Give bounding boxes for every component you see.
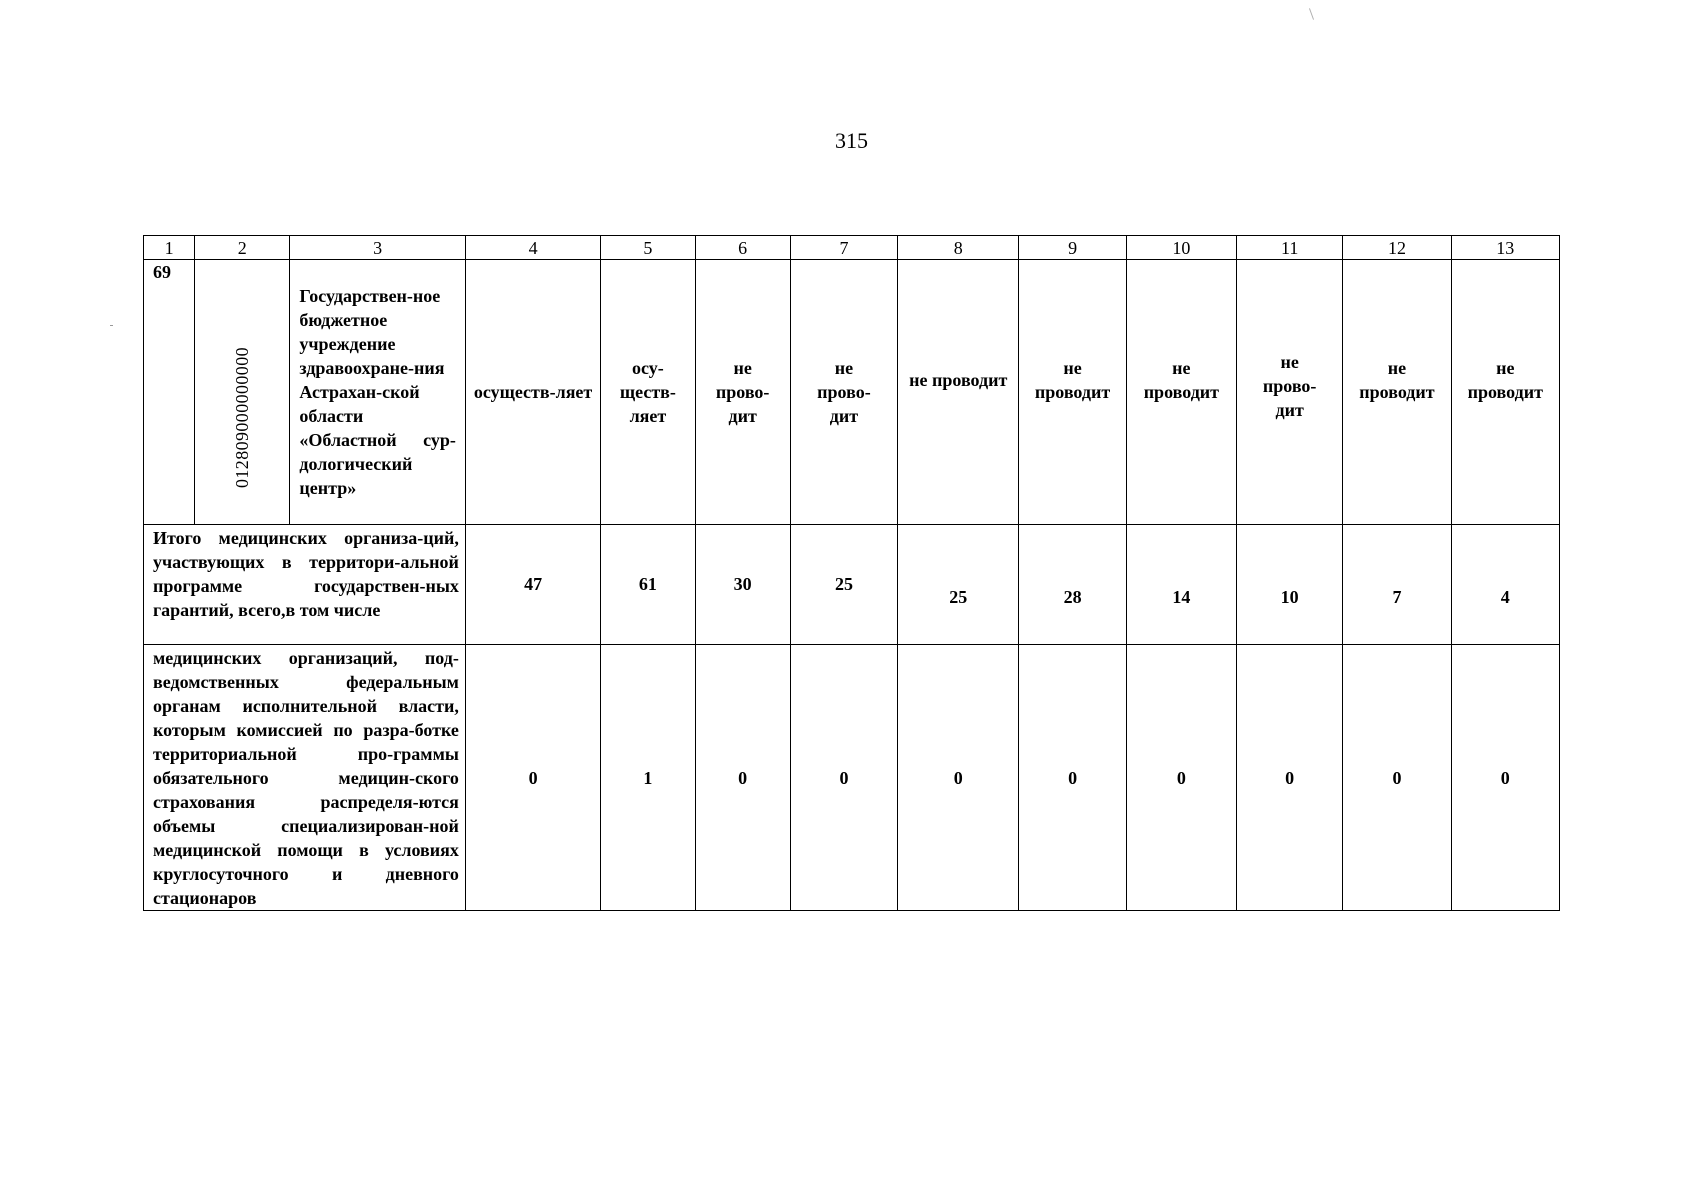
federal-value: 0 [1451, 645, 1559, 911]
federal-value: 0 [695, 645, 790, 911]
federal-value: 0 [1126, 645, 1236, 911]
status-cell: не проводит [1126, 260, 1236, 525]
column-header: 8 [898, 236, 1019, 260]
total-value: 14 [1126, 525, 1236, 645]
status-cell: не проводит [898, 260, 1019, 525]
federal-value: 0 [790, 645, 897, 911]
column-header: 1 [144, 236, 195, 260]
table-row-org [144, 260, 1560, 525]
column-header: 2 [195, 236, 290, 260]
page-number: 315 [835, 128, 868, 153]
scan-dot [110, 325, 113, 326]
status-cell: осуществ-ляет [465, 260, 600, 525]
org-code-cell [195, 260, 290, 525]
status-cell: не прово-дит [790, 260, 897, 525]
column-header: 13 [1451, 236, 1559, 260]
status-cell: не проводит [1451, 260, 1559, 525]
data-table [143, 235, 1560, 911]
table-row-total [144, 525, 1560, 645]
status-cell: не проводит [1343, 260, 1451, 525]
federal-value: 0 [1019, 645, 1126, 911]
total-value: 30 [695, 525, 790, 645]
column-header: 7 [790, 236, 897, 260]
federal-label: медицинских организаций, под-ведомственных федеральным органам исполнительной власти, которым комиссией по разра-ботке территориальной про-граммы обязательного медицин-ского страхования распределя-ются объемы специализирован-ной медицинской помощи в условиях круглосуточного и дневного стационаров [144, 645, 466, 911]
total-value: 7 [1343, 525, 1451, 645]
header-row [144, 236, 1560, 260]
scan-mark [1309, 8, 1314, 20]
column-header: 6 [695, 236, 790, 260]
total-value: 25 [790, 525, 897, 645]
total-value: 28 [1019, 525, 1126, 645]
status-cell: осу-ществ-ляет [601, 260, 695, 525]
status-cell: не проводит [1019, 260, 1126, 525]
status-cell: не прово-дит [1237, 260, 1343, 525]
row-number: 69 [144, 260, 195, 525]
federal-value: 1 [601, 645, 695, 911]
column-header: 5 [601, 236, 695, 260]
total-value: 10 [1237, 525, 1343, 645]
total-value: 4 [1451, 525, 1559, 645]
total-label: Итого медицинских организа-ций, участвующих в территори-альной программе государствен-ных гарантий, всего,в том числе [144, 525, 466, 645]
federal-value: 0 [465, 645, 600, 911]
column-header: 4 [465, 236, 600, 260]
column-header: 12 [1343, 236, 1451, 260]
federal-value: 0 [1237, 645, 1343, 911]
total-value: 25 [898, 525, 1019, 645]
status-cell: не прово-дит [695, 260, 790, 525]
federal-value: 0 [898, 645, 1019, 911]
total-value: 47 [465, 525, 600, 645]
federal-value: 0 [1343, 645, 1451, 911]
column-header: 10 [1126, 236, 1236, 260]
org-name: Государствен-ное бюджетное учреждение здравоохране-ния Астрахан-ской области «Областной сур-дологический центр» [290, 260, 465, 525]
org-code: 012809000000000 [232, 347, 253, 488]
column-header: 9 [1019, 236, 1126, 260]
column-header: 3 [290, 236, 465, 260]
column-header: 11 [1237, 236, 1343, 260]
total-value: 61 [601, 525, 695, 645]
table-row-federal [144, 645, 1560, 911]
